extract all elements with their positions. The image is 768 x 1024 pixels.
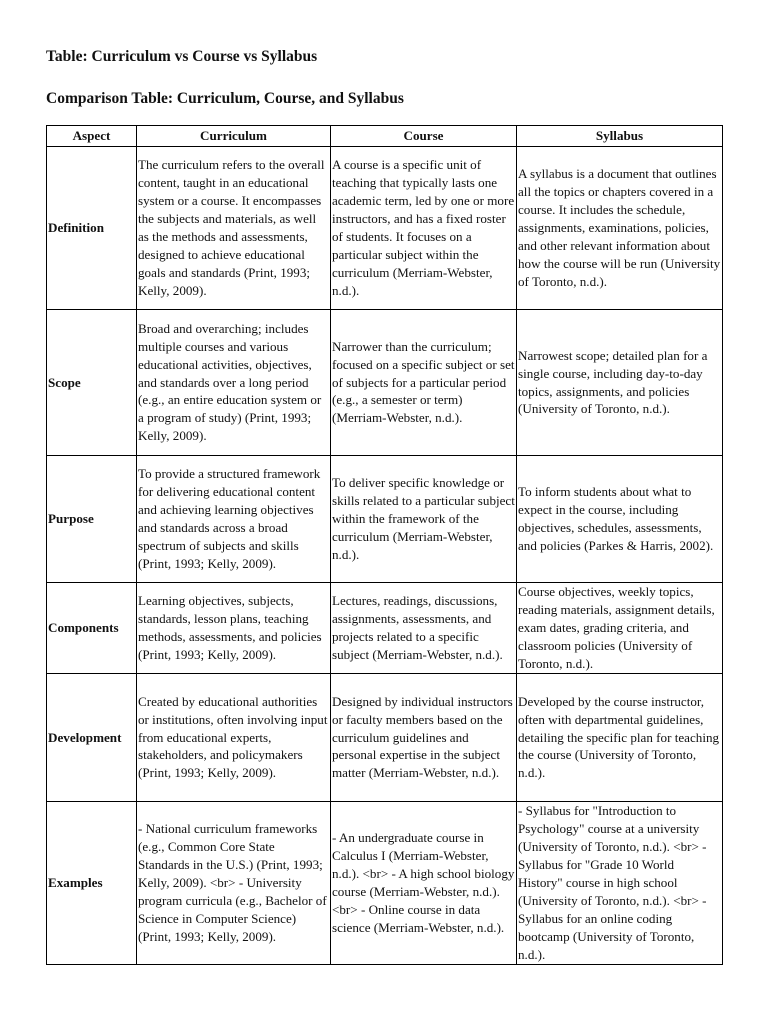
curriculum-cell: Created by educational authorities or institutions, often involving input from educational experts, stakeholders, and policymakers (Print, 1993; Kelly, 2009).: [137, 674, 331, 802]
table-row-definition: [47, 147, 723, 310]
course-cell: To deliver specific knowledge or skills related to a particular subject within the framework of the curriculum (Merriam-Webster, n.d.).: [331, 456, 517, 583]
document-title: Table: Curriculum vs Course vs Syllabus: [46, 48, 318, 65]
syllabus-cell: A syllabus is a document that outlines all the topics or chapters covered in a course. It includes the schedule, assignments, examinations, policies, and other relevant information about how the course will be run (University of Toronto, n.d.).: [517, 147, 723, 310]
curriculum-cell: Learning objectives, subjects, standards, lesson plans, teaching methods, assessments, and policies (Print, 1993; Kelly, 2009).: [137, 583, 331, 674]
aspect-cell: Components: [47, 583, 137, 674]
header-course: Course: [331, 126, 517, 147]
aspect-cell: Examples: [47, 802, 137, 965]
course-cell: Narrower than the curriculum; focused on a specific subject or set of subjects for a particular period (e.g., a semester or term) (Merriam-Webster, n.d.).: [331, 310, 517, 456]
curriculum-cell: To provide a structured framework for delivering educational content and achieving learning objectives and standards across a broad spectrum of subjects and skills (Print, 1993; Kelly, 2009).: [137, 456, 331, 583]
curriculum-cell: The curriculum refers to the overall content, taught in an educational system or a course. It encompasses the subjects and materials, as well as the methods and assessments, designed to achieve educational goals and standards (Print, 1993; Kelly, 2009).: [137, 147, 331, 310]
header-aspect: Aspect: [47, 126, 137, 147]
table-row-purpose: [47, 456, 723, 583]
table-row-components: [47, 583, 723, 674]
course-cell: - An undergraduate course in Calculus I (Merriam-Webster, n.d.). <br> - A high school biology course (Merriam-Webster, n.d.). <br> - Online course in data science (Merriam-Webster, n.d.).: [331, 802, 517, 965]
syllabus-cell: Narrowest scope; detailed plan for a single course, including day-to-day topics, assignments, and policies (University of Toronto, n.d.).: [517, 310, 723, 456]
aspect-cell: Scope: [47, 310, 137, 456]
table-row-scope: [47, 310, 723, 456]
aspect-cell: Purpose: [47, 456, 137, 583]
table-row-development: [47, 674, 723, 802]
syllabus-cell: Course objectives, weekly topics, reading materials, assignment details, exam dates, grading criteria, and classroom policies (University of Toronto, n.d.).: [517, 583, 723, 674]
table-row-examples: [47, 802, 723, 965]
course-cell: Lectures, readings, discussions, assignments, assessments, and projects related to a specific subject (Merriam-Webster, n.d.).: [331, 583, 517, 674]
syllabus-cell: Developed by the course instructor, often with departmental guidelines, detailing the specific plan for teaching the course (University of Toronto, n.d.).: [517, 674, 723, 802]
curriculum-cell: - National curriculum frameworks (e.g., Common Core State Standards in the U.S.) (Print, 1993; Kelly, 2009). <br> - University program curricula (e.g., Bachelor of Science in Computer Science) (Print, 1993; Kelly, 2009).: [137, 802, 331, 965]
header-syllabus: Syllabus: [517, 126, 723, 147]
syllabus-cell: To inform students about what to expect in the course, including objectives, schedules, assessments, and policies (Parkes & Harris, 2002).: [517, 456, 723, 583]
aspect-cell: Definition: [47, 147, 137, 310]
comparison-table: [46, 125, 723, 965]
table-header-row: [47, 126, 723, 147]
header-curriculum: Curriculum: [137, 126, 331, 147]
table-caption: Comparison Table: Curriculum, Course, and Syllabus: [46, 90, 404, 107]
syllabus-cell: - Syllabus for "Introduction to Psychology" course at a university (University of Toronto, n.d.). <br> - Syllabus for "Grade 10 World History" course in high school (University of Toronto, n.d.). <br> - Syllabus for an online coding bootcamp (University of Toronto, n.d.).: [517, 802, 723, 965]
curriculum-cell: Broad and overarching; includes multiple courses and various educational activities, objectives, and standards over a long period (e.g., an entire education system or a program of study) (Print, 1993; Kelly, 2009).: [137, 310, 331, 456]
course-cell: Designed by individual instructors or faculty members based on the curriculum guidelines and personal expertise in the subject matter (Merriam-Webster, n.d.).: [331, 674, 517, 802]
aspect-cell: Development: [47, 674, 137, 802]
course-cell: A course is a specific unit of teaching that typically lasts one academic term, led by one or more instructors, and has a fixed roster of students. It focuses on a particular subject within the curriculum (Merriam-Webster, n.d.).: [331, 147, 517, 310]
